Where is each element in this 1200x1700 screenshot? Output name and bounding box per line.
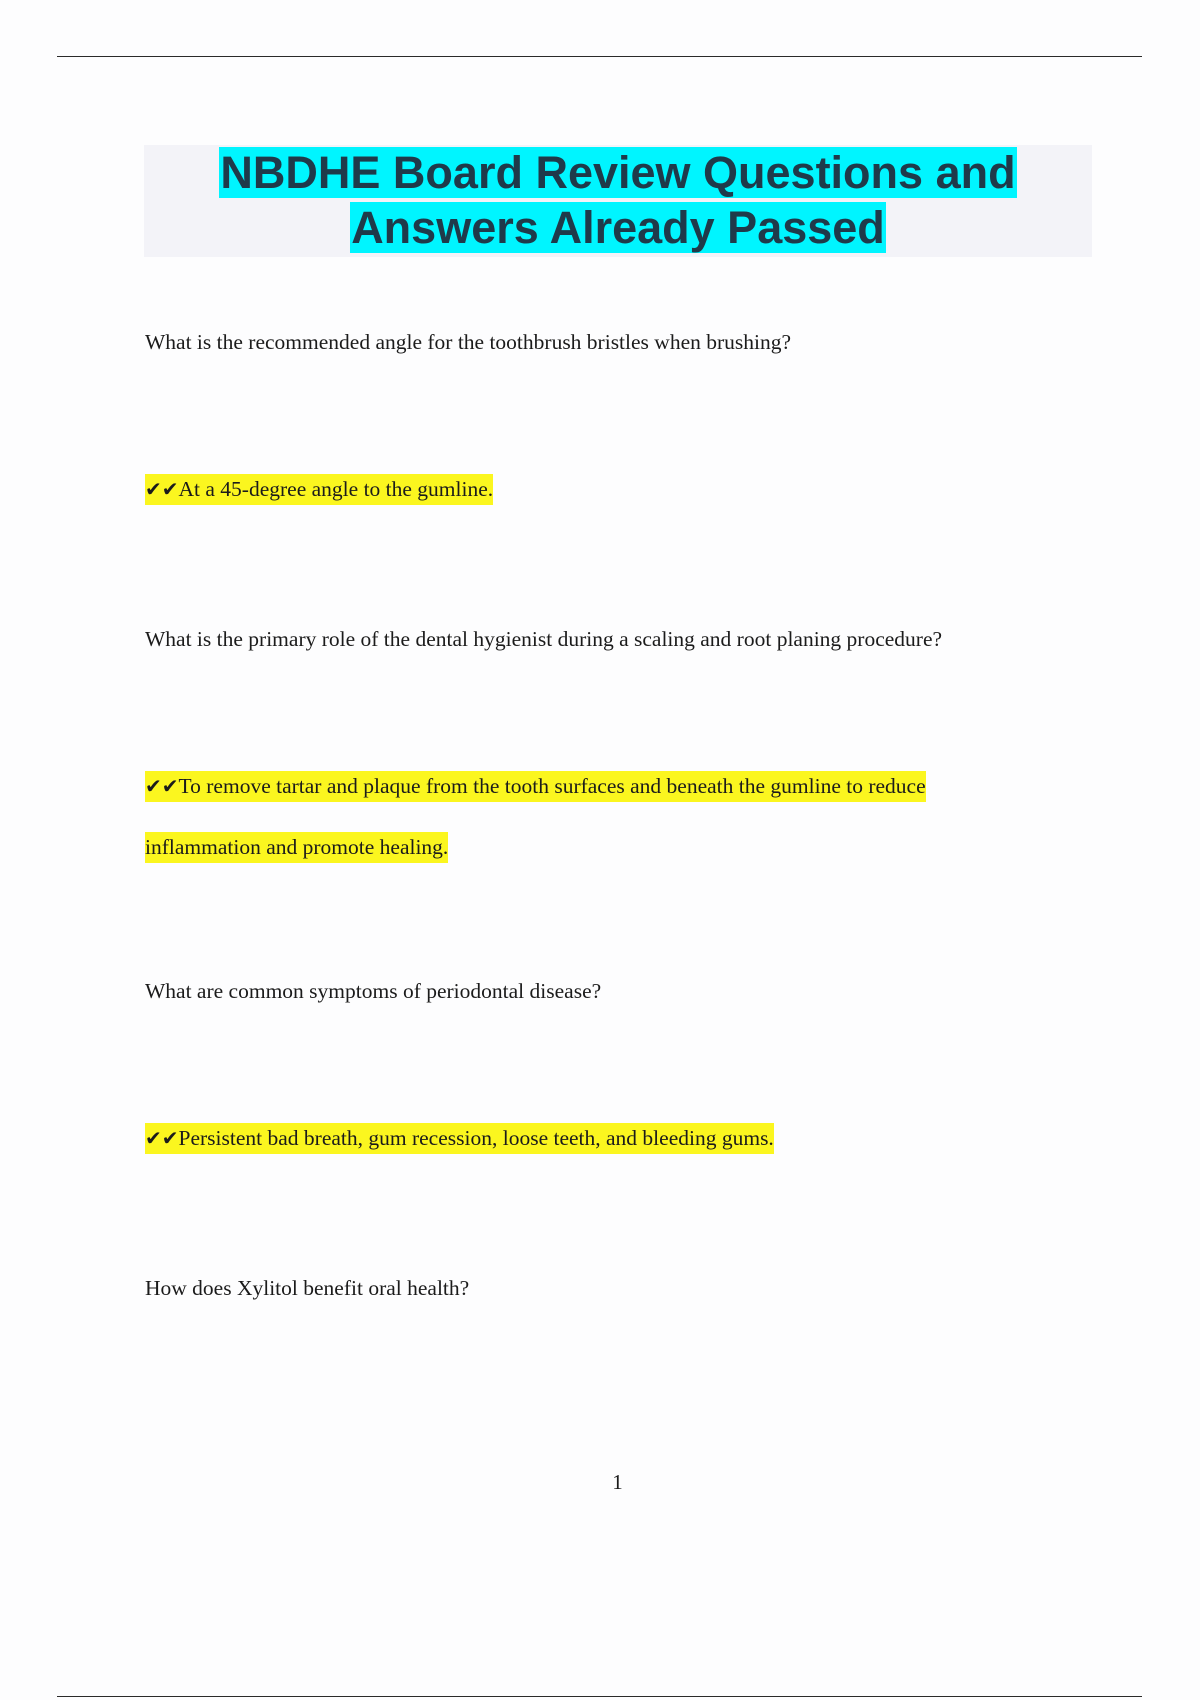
answer-3-highlight xyxy=(145,1123,774,1154)
double-check-icon: ✔✔ xyxy=(145,774,179,798)
answer-1-highlight xyxy=(145,474,493,505)
bottom-rule xyxy=(57,1696,1142,1697)
answer-1 xyxy=(145,459,493,520)
answer-2-highlight-line-2 xyxy=(145,832,448,863)
title-line-1: NBDHE Board Review Questions and xyxy=(220,147,1016,198)
question-2: What is the primary role of the dental hygienist during a scaling and root planing procedure? xyxy=(145,627,943,651)
double-check-icon: ✔✔ xyxy=(145,477,179,501)
question-3: What are common symptoms of periodontal disease? xyxy=(145,979,602,1003)
question-1: What is the recommended angle for the toothbrush bristles when brushing? xyxy=(145,330,792,354)
answer-2-highlight-line-1 xyxy=(145,771,926,802)
answer-1-text: At a 45-degree angle to the gumline. xyxy=(178,477,494,501)
title-banner xyxy=(144,145,1092,257)
document-title xyxy=(144,145,1092,255)
question-4: How does Xylitol benefit oral health? xyxy=(145,1276,470,1300)
answer-2 xyxy=(145,756,926,878)
top-rule xyxy=(57,56,1142,57)
answer-2-text-line-1: To remove tartar and plaque from the tooth surfaces and beneath the gumline to reduce xyxy=(178,774,926,798)
page-number: 1 xyxy=(612,1470,623,1494)
answer-3-text: Persistent bad breath, gum recession, loose teeth, and bleeding gums. xyxy=(178,1126,774,1150)
title-line-2: Answers Already Passed xyxy=(351,202,885,253)
answer-2-text-line-2: inflammation and promote healing. xyxy=(145,835,449,859)
answer-3 xyxy=(145,1108,774,1169)
double-check-icon: ✔✔ xyxy=(145,1126,179,1150)
